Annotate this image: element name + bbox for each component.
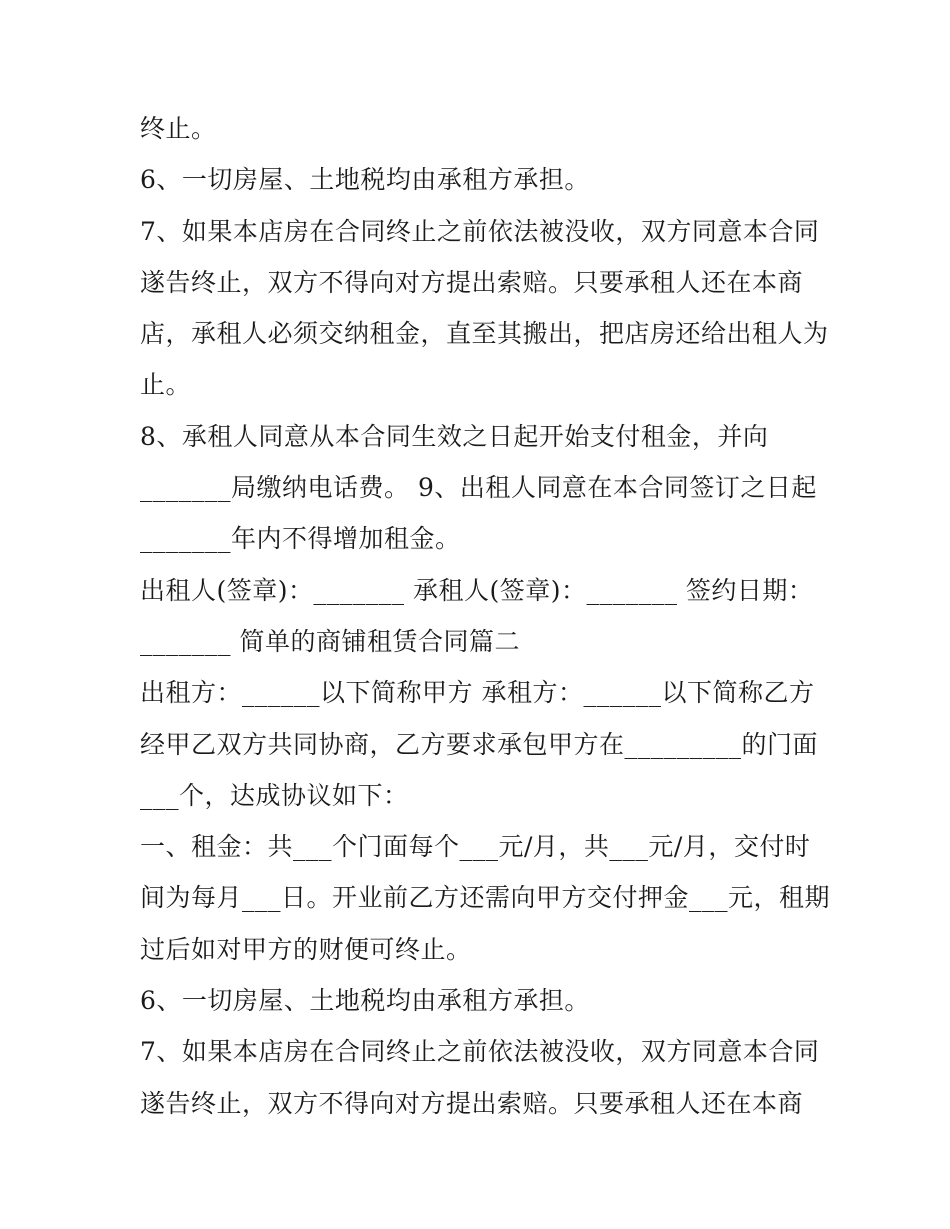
text-line: 6、一切房屋、土地税均由承租方承担。 (140, 165, 590, 195)
section-heading-line: _______ 简单的商铺租赁合同篇二 (140, 626, 520, 656)
text-line: 7、如果本店房在合同终止之前依法被没收，双方同意本合同 (140, 1037, 820, 1067)
text-line: 店，承租人必须交纳租金，直至其搬出，把店房还给出租人为 (140, 319, 829, 349)
text-line: 终止。 (140, 114, 217, 143)
text-line: 8、承租人同意从本合同生效之日起开始支付租金，并向 (140, 421, 769, 451)
text-line: 遂告终止，双方不得向对方提出索赔。只要承租人还在本商 (140, 267, 804, 297)
text-line: 过后如对甲方的财便可终止。 (140, 934, 472, 964)
text-line: 一、租金：共___个门面每个___元/月，共___元/月，交付时 (140, 832, 811, 862)
text-line: 6、一切房屋、土地税均由承租方承担。 (140, 986, 590, 1016)
text-line: 间为每月___日。开业前乙方还需向甲方交付押金___元，租期 (140, 883, 831, 913)
text-line: 止。 (140, 370, 192, 400)
text-line: ___个，达成协议如下： (140, 780, 409, 810)
text-line: 经甲乙双方共同协商，乙方要求承包甲方在_________的门面 (140, 729, 819, 759)
text-line: 遂告终止，双方不得向对方提出索赔。只要承租人还在本商 (140, 1088, 804, 1118)
signature-line: 出租人(签章)：_______ 承租人(签章)：_______ 签约日期： (140, 575, 814, 605)
text-line: _______局缴纳电话费。 9、出租人同意在本合同签订之日起 (140, 473, 817, 503)
document-body (140, 103, 830, 1129)
text-line: 出租方：______以下简称甲方 承租方：______以下简称乙方 (140, 678, 815, 708)
text-line: _______年内不得增加租金。 (140, 524, 461, 554)
text-line: 7、如果本店房在合同终止之前依法被没收，双方同意本合同 (140, 216, 820, 246)
